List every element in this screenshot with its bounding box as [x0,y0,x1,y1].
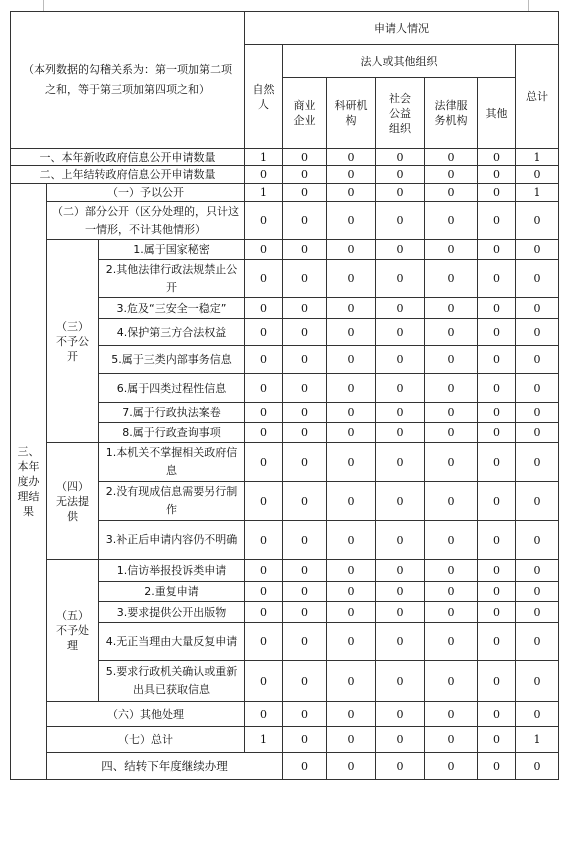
row-label: 4.保护第三方合法权益 [99,319,245,346]
natural-person-value-cell: 1 [245,184,283,202]
other-value-cell: 0 [478,521,516,560]
research-value-cell: 0 [327,166,376,184]
legal-service-value-cell: 0 [425,521,478,560]
commercial-value-cell: 0 [283,240,327,260]
commercial-value-cell: 0 [283,582,327,602]
legal-service-value-cell: 0 [425,560,478,582]
public-welfare-value-cell: 0 [376,403,425,423]
research-value-cell: 0 [327,374,376,403]
other-value-cell: 0 [478,602,516,623]
other-value-cell: 0 [478,403,516,423]
other-value-cell: 0 [516,753,559,780]
research-value-cell: 0 [327,423,376,443]
other-value-cell: 0 [478,149,516,166]
total-value-cell: 0 [516,560,559,582]
row-label: 2.重复申请 [99,582,245,602]
public-welfare-value-cell: 0 [425,753,478,780]
natural-person-value-cell: 0 [245,602,283,623]
research-value-cell: 0 [327,661,376,702]
total-value-cell: 0 [516,166,559,184]
natural-person-header: 自然人 [245,45,283,149]
formula-note: （本列数据的勾稽关系为：第一项加第二项之和，等于第三项加第四项之和） [11,12,245,149]
legal-service-value-cell: 0 [425,149,478,166]
commercial-value-cell: 0 [283,423,327,443]
total-value-cell: 1 [516,149,559,166]
total-value-cell: 0 [516,423,559,443]
total-value-cell: 0 [516,521,559,560]
total-value-cell: 0 [516,240,559,260]
natural-person-value-cell: 0 [245,423,283,443]
legal-service-value-cell: 0 [425,319,478,346]
legal-service-value-cell: 0 [425,727,478,753]
row-label: 四、结转下年度继续办理 [47,753,283,780]
other-value-cell: 0 [478,240,516,260]
research-value-cell: 0 [327,623,376,661]
public-welfare-value-cell: 0 [376,443,425,482]
natural-person-value-cell: 0 [245,560,283,582]
row-label: （一）予以公开 [47,184,245,202]
natural-person-value-cell: 0 [245,661,283,702]
total-value-cell: 1 [516,184,559,202]
legal-service-value-cell: 0 [425,260,478,298]
other-value-cell: 0 [478,374,516,403]
research-value-cell: 0 [327,149,376,166]
total-value-cell: 0 [516,443,559,482]
total-value-cell: 0 [516,482,559,521]
commercial-value-cell: 0 [283,298,327,319]
commercial-value-cell: 0 [283,403,327,423]
deny-group-label: （三）不予公开 [47,240,99,443]
legal-service-value-cell: 0 [425,346,478,374]
legal-service-value-cell: 0 [425,374,478,403]
public-welfare-value-cell: 0 [376,202,425,240]
public-welfare-value-cell: 0 [376,602,425,623]
public-welfare-value-cell: 0 [376,166,425,184]
row-label: 二、上年结转政府信息公开申请数量 [11,166,245,184]
legal-service-value-cell: 0 [425,582,478,602]
public-welfare-value-cell: 0 [376,260,425,298]
page-edge-mark [528,0,529,11]
total-value-cell: 0 [516,374,559,403]
commercial-value-cell: 0 [283,661,327,702]
research-value-cell: 0 [327,184,376,202]
commercial-value-cell: 0 [283,560,327,582]
research-value-cell: 0 [327,298,376,319]
natural-person-value-cell: 0 [245,521,283,560]
commercial-value-cell: 0 [283,184,327,202]
public-welfare-header: 社会公益组织 [376,78,425,149]
row-label: 2.没有现成信息需要另行制作 [99,482,245,521]
natural-person-value-cell: 1 [245,149,283,166]
row-label: 1.本机关不掌握相关政府信息 [99,443,245,482]
natural-person-value-cell: 0 [245,346,283,374]
total-value-cell: 0 [516,582,559,602]
section3-label: 三、本年度办理结果 [11,184,47,780]
commercial-value-cell: 0 [283,443,327,482]
commercial-value-cell: 0 [283,521,327,560]
commercial-value-cell: 0 [283,727,327,753]
natural-person-value-cell: 0 [245,166,283,184]
research-value-cell: 0 [327,443,376,482]
total-value-cell: 0 [516,602,559,623]
legal-service-value-cell: 0 [425,661,478,702]
research-value-cell: 0 [327,560,376,582]
research-value-cell: 0 [327,582,376,602]
legal-service-value-cell: 0 [425,202,478,240]
commercial-value-cell: 0 [283,202,327,240]
legal-service-value-cell: 0 [425,298,478,319]
public-welfare-value-cell: 0 [376,727,425,753]
research-value-cell: 0 [327,240,376,260]
total-value-cell: 0 [516,319,559,346]
other-value-cell: 0 [478,319,516,346]
other-value-cell: 0 [478,298,516,319]
page-edge-mark [43,0,44,11]
commercial-value-cell: 0 [283,602,327,623]
natural-person-value-cell: 0 [245,202,283,240]
other-value-cell: 0 [478,482,516,521]
public-welfare-value-cell: 0 [376,319,425,346]
other-value-cell: 0 [478,202,516,240]
public-welfare-value-cell: 0 [376,423,425,443]
legal-service-value-cell: 0 [425,403,478,423]
other-value-cell: 0 [478,346,516,374]
research-value-cell: 0 [327,260,376,298]
total-value-cell: 0 [516,661,559,702]
row-label: 5.要求行政机关确认或重新出具已获取信息 [99,661,245,702]
commercial-value-cell: 0 [283,260,327,298]
row-label: 4.无正当理由大量反复申请 [99,623,245,661]
natural-person-value-cell: 0 [283,753,327,780]
research-value-cell: 0 [327,319,376,346]
row-label: 3.补正后申请内容仍不明确 [99,521,245,560]
natural-person-value-cell: 0 [245,298,283,319]
natural-person-value-cell: 0 [245,582,283,602]
commercial-value-cell: 0 [283,166,327,184]
commercial-value-cell: 0 [283,623,327,661]
public-welfare-value-cell: 0 [376,298,425,319]
other-value-cell: 0 [478,623,516,661]
total-value-cell: 0 [516,702,559,727]
public-welfare-value-cell: 0 [376,521,425,560]
research-value-cell: 0 [327,346,376,374]
legal-service-value-cell: 0 [425,423,478,443]
natural-person-value-cell: 0 [245,443,283,482]
legal-service-value-cell: 0 [425,702,478,727]
research-value-cell: 0 [376,753,425,780]
row-label: 8.属于行政查询事项 [99,423,245,443]
natural-person-value-cell: 0 [245,623,283,661]
natural-person-value-cell: 0 [245,260,283,298]
public-welfare-value-cell: 0 [376,149,425,166]
other-value-cell: 0 [478,166,516,184]
public-welfare-value-cell: 0 [376,346,425,374]
commercial-value-cell: 0 [327,753,376,780]
natural-person-value-cell: 0 [245,702,283,727]
natural-person-value-cell: 0 [245,403,283,423]
row-label: 6.属于四类过程性信息 [99,374,245,403]
research-value-cell: 0 [327,602,376,623]
research-value-cell: 0 [327,727,376,753]
public-welfare-value-cell: 0 [376,482,425,521]
other-value-cell: 0 [478,184,516,202]
other-header: 其他 [478,78,516,149]
applicant-header: 申请人情况 [245,12,559,45]
natural-person-value-cell: 1 [245,727,283,753]
total-value-cell: 0 [516,202,559,240]
natural-person-value-cell: 0 [245,482,283,521]
public-welfare-value-cell: 0 [376,560,425,582]
commercial-value-cell: 0 [283,346,327,374]
other-value-cell: 0 [478,443,516,482]
legal-service-value-cell: 0 [425,602,478,623]
total-value-cell: 0 [516,346,559,374]
row-label: （七）总计 [47,727,245,753]
noproc-group-label: （五）不予处理 [47,560,99,702]
commercial-value-cell: 0 [283,319,327,346]
other-value-cell: 0 [478,423,516,443]
legal-service-value-cell: 0 [425,166,478,184]
research-value-cell: 0 [327,202,376,240]
public-welfare-value-cell: 0 [376,240,425,260]
row-label: （六）其他处理 [47,702,245,727]
research-value-cell: 0 [327,702,376,727]
public-welfare-value-cell: 0 [376,702,425,727]
other-value-cell: 0 [478,702,516,727]
legal-service-value-cell: 0 [425,184,478,202]
row-label: 1.属于国家秘密 [99,240,245,260]
other-value-cell: 0 [478,560,516,582]
unable-group-label: （四）无法提供 [47,443,99,560]
row-label: 1.信访举报投诉类申请 [99,560,245,582]
legal-service-value-cell: 0 [425,623,478,661]
public-welfare-value-cell: 0 [376,661,425,702]
legal-entity-group-header: 法人或其他组织 [283,45,516,78]
total-value-cell: 0 [516,623,559,661]
commercial-value-cell: 0 [283,374,327,403]
legal-service-value-cell: 0 [478,753,516,780]
row-label: 2.其他法律行政法规禁止公开 [99,260,245,298]
commercial-header: 商业企业 [283,78,327,149]
commercial-value-cell: 0 [283,702,327,727]
row-label: 7.属于行政执法案卷 [99,403,245,423]
research-value-cell: 0 [327,482,376,521]
commercial-value-cell: 0 [283,482,327,521]
info-disclosure-table [10,11,559,780]
row-label: 一、本年新收政府信息公开申请数量 [11,149,245,166]
natural-person-value-cell: 0 [245,240,283,260]
legal-service-header: 法律服务机构 [425,78,478,149]
legal-service-value-cell: 0 [425,240,478,260]
other-value-cell: 0 [478,260,516,298]
total-value-cell: 0 [516,260,559,298]
commercial-value-cell: 0 [283,149,327,166]
total-value-cell: 0 [516,298,559,319]
other-value-cell: 0 [478,582,516,602]
research-header: 科研机构 [327,78,376,149]
public-welfare-value-cell: 0 [376,623,425,661]
public-welfare-value-cell: 0 [376,374,425,403]
other-value-cell: 0 [478,727,516,753]
row-label: （二）部分公开（区分处理的，只计这一情形，不计其他情形） [47,202,245,240]
total-value-cell: 0 [516,403,559,423]
row-label: 3.要求提供公开出版物 [99,602,245,623]
legal-service-value-cell: 0 [425,443,478,482]
total-value-cell: 1 [516,727,559,753]
natural-person-value-cell: 0 [245,319,283,346]
row-label: 5.属于三类内部事务信息 [99,346,245,374]
row-label: 3.危及“三安全一稳定” [99,298,245,319]
public-welfare-value-cell: 0 [376,184,425,202]
total-header: 总计 [516,45,559,149]
natural-person-value-cell: 0 [245,374,283,403]
research-value-cell: 0 [327,403,376,423]
research-value-cell: 0 [327,521,376,560]
legal-service-value-cell: 0 [425,482,478,521]
public-welfare-value-cell: 0 [376,582,425,602]
other-value-cell: 0 [478,661,516,702]
